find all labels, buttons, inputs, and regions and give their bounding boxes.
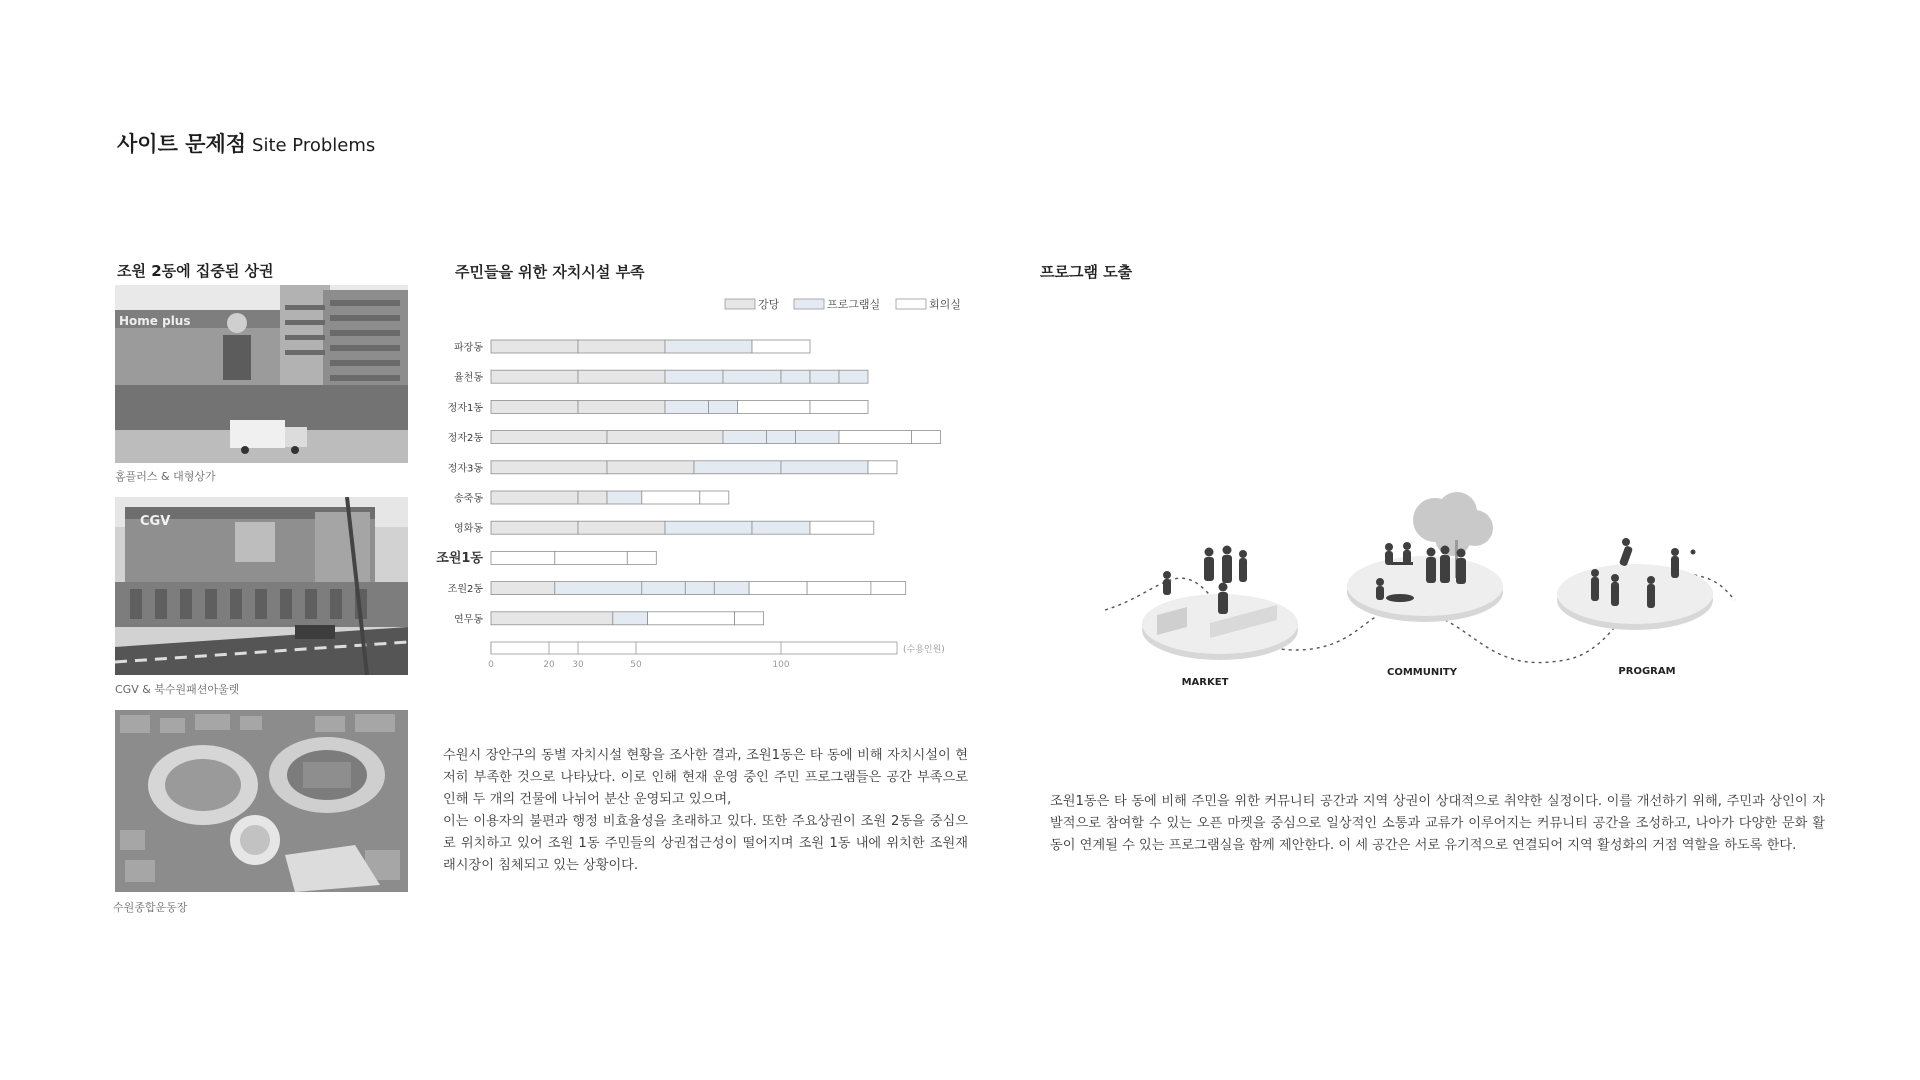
legend-swatch-0 [725,299,755,309]
bar-segment-0 [607,461,694,474]
bar-segment-1 [685,582,714,595]
bar-segment-0 [491,612,613,625]
axis-unit-label: (수용인원) [903,645,945,655]
bar-segment-0 [491,431,607,444]
bar-segment-0 [578,400,665,413]
photo-stadium-illustration [115,710,408,892]
bar-segment-2 [735,612,764,625]
tick-label: 0 [488,660,494,670]
bar-segment-2 [807,582,871,595]
facilities-paragraph [443,745,968,877]
photo-stadium [115,710,408,892]
bar-segment-2 [491,551,555,564]
label-market: MARKET [1181,677,1229,688]
photo-homeplus [115,285,408,463]
bar-segment-1 [781,461,868,474]
bar-segment-0 [491,370,578,383]
category-label: 파장동 [454,342,483,354]
category-label: 송죽동 [454,493,483,505]
legend-swatch-1 [794,299,824,309]
photo-cgv [115,497,408,675]
facility-bar-chart [425,285,985,685]
bar-segment-1 [665,400,709,413]
section-title-facilities: 주민들을 위한 자치시설 부족 [455,263,645,281]
bar-segment-0 [491,582,555,595]
bar-segment-1 [613,612,648,625]
tick-label: 50 [630,660,642,670]
bar-segment-2 [627,551,656,564]
bar-segment-0 [607,431,723,444]
photo-cgv-sign: CGV [140,514,171,529]
section-title-commerce: 조원 2동에 집중된 상권 [117,262,274,280]
bar-segment-2 [749,582,807,595]
category-label: 정자1동 [447,402,483,414]
bar-segment-0 [491,400,578,413]
bar-segment-1 [723,431,767,444]
section-title-program: 프로그램 도출 [1040,263,1133,281]
legend-label-2: 회의실 [929,298,961,311]
bar-segment-1 [839,370,868,383]
bar-segment-1 [555,582,642,595]
bar-segment-1 [642,582,686,595]
photo-caption-cgv: CGV & 북수원패션아울렛 [115,683,240,696]
bar-segment-2 [810,400,868,413]
category-label: 정자2동 [447,433,483,445]
bar-segment-0 [491,521,578,534]
chart-legend [725,297,961,311]
bar-segment-2 [700,491,729,504]
program-node [1557,538,1713,630]
bar-segment-1 [714,582,749,595]
bar-segment-0 [578,521,665,534]
axis-bar [491,642,897,654]
bar-segment-2 [555,551,628,564]
category-label: 조원1동 [436,550,483,566]
chart-axis [488,642,945,670]
category-label: 율천동 [454,372,483,384]
page-title-ko: 사이트 문제점 [117,132,247,156]
bar-segment-1 [665,521,752,534]
bar-segment-1 [781,370,810,383]
bar-segment-0 [491,340,578,353]
community-node [1347,492,1503,622]
photo-homeplus-sign: Home plus [119,314,191,328]
tree-icon [1413,492,1493,556]
category-label: 정자3동 [447,463,483,475]
photo-caption-stadium: 수원종합운동장 [113,901,188,914]
bar-segment-0 [578,370,665,383]
label-community: COMMUNITY [1386,667,1458,678]
bar-segment-2 [752,340,810,353]
category-label: 영화동 [454,523,483,535]
page-title [117,128,375,158]
bar-segment-1 [767,431,796,444]
tick-label: 20 [543,660,555,670]
bar-segment-2 [839,431,912,444]
bar-segment-0 [491,491,578,504]
bar-segment-2 [648,612,735,625]
bar-segment-2 [642,491,700,504]
page-title-en: Site Problems [252,135,376,156]
legend-label-1: 프로그램실 [827,298,881,311]
bar-segment-0 [491,461,607,474]
bar-segment-1 [810,370,839,383]
photo-cgv-illustration [115,497,408,675]
bar-segment-1 [752,521,810,534]
bar-segment-1 [665,370,723,383]
chart-rows [436,340,940,625]
bar-segment-1 [723,370,781,383]
category-label: 연무동 [454,614,483,626]
bar-segment-1 [607,491,642,504]
bar-segment-2 [868,461,897,474]
photo-homeplus-illustration [115,285,408,463]
bar-segment-1 [665,340,752,353]
bar-segment-2 [871,582,906,595]
program-diagram [1095,480,1745,700]
facilities-paragraph-2: 이는 이용자의 불편과 행정 비효율성을 초래하고 있다. 또한 주요상권이 조원 2동을 중심으로 위치하고 있어 조원 1동 주민들의 상권접근성이 떨어지며 조원 1동 내에 위치한 조원재래시장이 침체되고 있는 상황이다. [443,814,968,873]
bar-segment-0 [578,491,607,504]
bar-segment-1 [796,431,840,444]
bar-segment-1 [694,461,781,474]
tick-label: 100 [772,660,790,670]
bar-segment-1 [709,400,738,413]
bar-segment-2 [810,521,874,534]
legend-label-0: 강당 [758,298,780,311]
bar-segment-2 [738,400,811,413]
tick-label: 30 [572,660,584,670]
category-label: 조원2동 [447,584,483,596]
facilities-paragraph-1: 수원시 장안구의 동별 자치시설 현황을 조사한 결과, 조원1동은 타 동에 비해 자치시설이 현저히 부족한 것으로 나타났다. 이로 인해 현재 운영 중인 주민 프로그램들은 공간 부족으로 인해 두 개의 건물에 나뉘어 분산 운영되고 있으며, [443,748,968,807]
legend-swatch-2 [896,299,926,309]
program-paragraph: 조원1동은 타 동에 비해 주민을 위한 커뮤니티 공간과 지역 상권이 상대적으로 취약한 실정이다. 이를 개선하기 위해, 주민과 상인이 자발적으로 참여할 수 있는 오픈 마켓을 중심으로 일상적인 소통과 교류가 이루어지는 커뮤니티 공간을 조성하고, 나아가 다양한 문화 활동이 연계될 수 있는 프로그램실을 함께 제안한다. 이 세 공간은 서로 유기적으로 연결되어 지역 활성화의 거점 역할을 하도록 한다. [1050,794,1825,853]
bar-segment-0 [578,340,665,353]
label-program: PROGRAM [1618,666,1676,677]
photo-caption-homeplus: 홈플러스 & 대형상가 [115,470,216,483]
bar-segment-2 [912,431,941,444]
market-node [1142,546,1298,661]
